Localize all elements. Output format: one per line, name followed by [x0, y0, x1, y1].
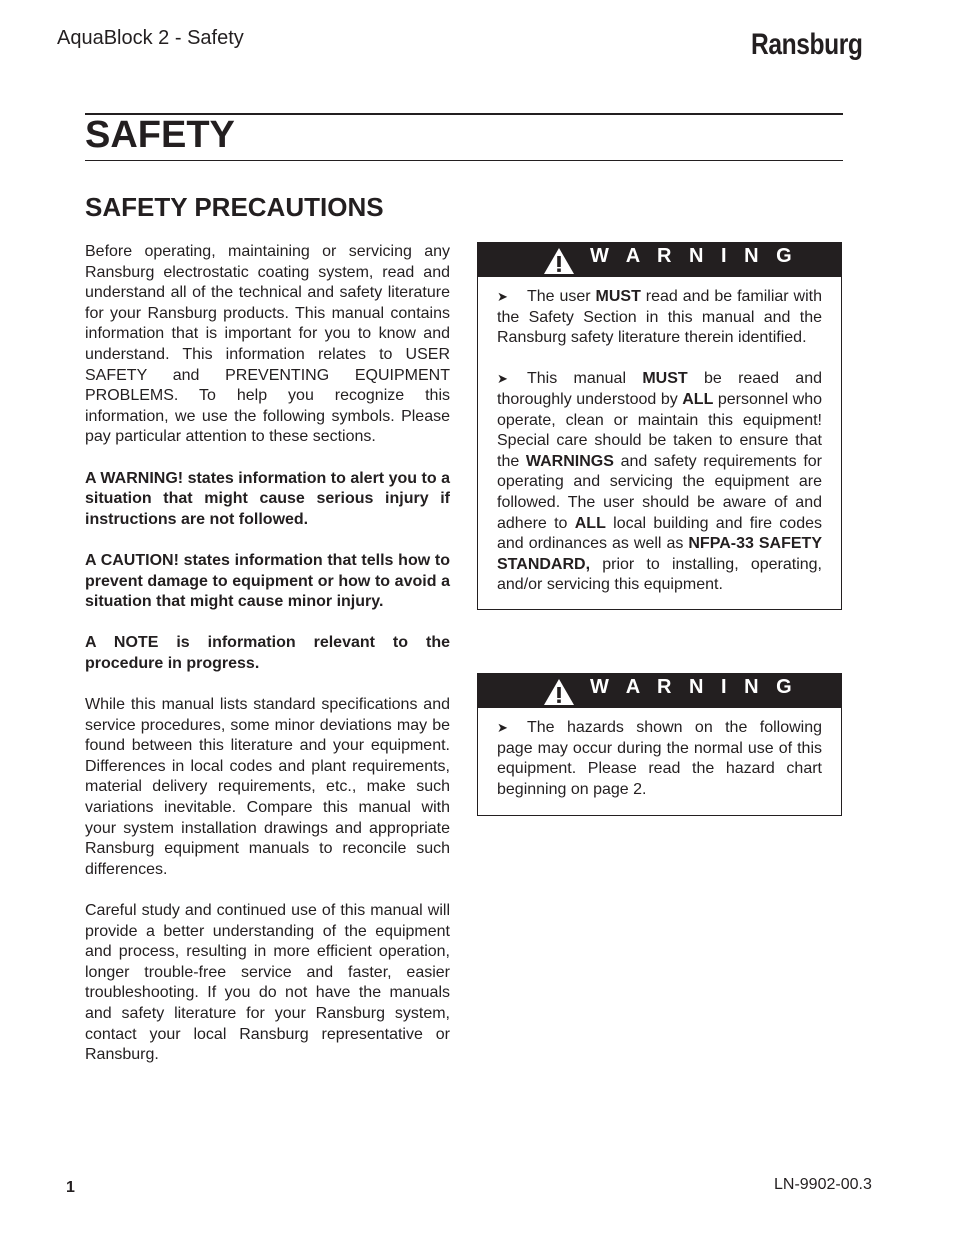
header-title: AquaBlock 2 - Safety [57, 27, 244, 49]
warning-item: ➤ This manual MUST be reaed and thoroughly understood by ALL personnel who operate, clean or maintain this equipment! Special care should be taken to ensure that the WARNINGS and safety requirements for operating and servicing the equipment are followed. The user should be aware of and adhere to ALL local building and fire codes and ordinances as well as NFPA-33 SAFETY STANDARD, prior to installing, operating, and/or servicing this equipment. [497, 370, 823, 594]
deviations-paragraph: While this manual lists standard specifications and service procedures, some minor deviations may be found between this literature and your equipment. Differences in local codes and plant requirements, material delivery requirements, etc., make such variations inevitable. Compare this manual with your system installation drawings and appropriate Ransburg equipment manuals to reconcile such differences. [85, 696, 450, 878]
arrowhead-bullet-icon: ➤ [497, 371, 508, 387]
page-number: 1 [66, 1179, 75, 1196]
warning-triangle-icon [543, 678, 575, 706]
warning-box-1 [477, 242, 842, 610]
intro-paragraph: Before operating, maintaining or servicing any Ransburg electrostatic coating system, read and understand all of the technical and safety literature for your Ransburg products. This manual contains information that is important for you to know and understand. This information relates to USER SAFETY and PREVENTING EQUIPMENT PROBLEMS. To help you recognize this information, we use the following symbols. Please pay particular attention to these sections. [85, 243, 450, 446]
left-column [85, 242, 450, 1086]
document-number: LN-9902-00.3 [774, 1176, 872, 1193]
title-bottom-rule [85, 160, 843, 161]
warning-triangle-icon [543, 247, 575, 275]
brand-logo: Ransburg [751, 28, 863, 61]
warning-definition: A WARNING! states information to alert you to a situation that might cause serious injury if instructions are not followed. [85, 469, 450, 528]
warning-label: W A R N I N G [590, 245, 798, 267]
arrowhead-bullet-icon: ➤ [497, 720, 508, 735]
warning-body [478, 277, 841, 608]
warning-header [478, 243, 841, 277]
warning-label: W A R N I N G [590, 676, 798, 698]
section-title: SAFETY PRECAUTIONS [85, 192, 384, 222]
warning-item: ➤ The user MUST read and be familiar with the Safety Section in this manual and the Ransburg safety literature therein identified. [497, 288, 822, 347]
page-title: SAFETY [85, 114, 235, 156]
warning-header [478, 674, 841, 708]
note-definition: A NOTE is information relevant to the procedure in progress. [85, 634, 450, 672]
warning-body [478, 708, 841, 812]
caution-definition: A CAUTION! states information that tells how to prevent damage to equipment or how to avoid a situation that might cause minor injury. [85, 551, 450, 611]
warning-box-2 [477, 673, 842, 816]
study-paragraph: Careful study and continued use of this manual will provide a better understanding of the equipment and process, resulting in more efficient operation, longer trouble-free service and faster, easier troubleshooting. If you do not have the manuals and safety literature for your Ransburg system, contact your local Ransburg representative or Ransburg. [85, 902, 450, 1064]
arrowhead-bullet-icon: ➤ [497, 289, 508, 304]
warning-item: ➤ The hazards shown on the following page may occur during the normal use of this equipment. Please read the hazard chart beginning on page 2. [497, 719, 822, 798]
